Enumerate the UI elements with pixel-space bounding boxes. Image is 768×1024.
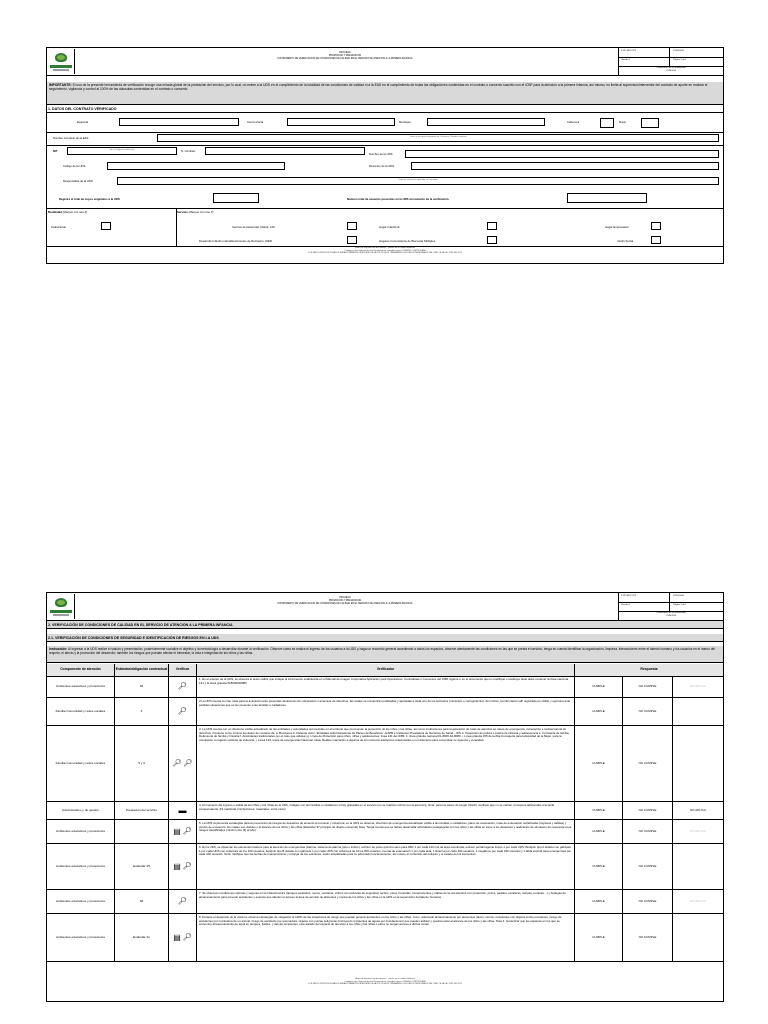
col-componente: Componente de atención [47, 664, 115, 676]
estandar-cell: Prestación del servicio [115, 802, 169, 819]
page2-footer [47, 978, 723, 986]
header-title-line: INSTRUMENTO DE VERIFICACION DE CONDICIONES DE CALIDAD EN EL SERVICIO DE ATENCION A LA PRIMERA INFANCIA [277, 603, 413, 606]
doc-classification [619, 612, 723, 618]
responsable-uds-field[interactable] [117, 177, 719, 185]
response-no-aplica[interactable] [673, 726, 723, 801]
doc-page: Página 1 de 1 [673, 604, 687, 606]
footer-line: Cualquier copia impresa de este documento se considera como COPIA NO CONTROLADA [344, 249, 426, 252]
hogar-infantil-label: Hogar Infantil-HI [379, 225, 400, 229]
componente-cell: Ambientes educativos y protectores [47, 820, 115, 843]
nit-field[interactable] [67, 147, 177, 155]
componente-cell: Ambientes educativos y protectores [47, 890, 115, 913]
section2-title: 2. VERIFICACIÓN DE CONDICIONES DE CALIDAD EN EL SERVICIO DE ATENCION A LA PRIMERA INFANCIA [47, 621, 723, 629]
direccion-uds-label: Dirección de la UDS [369, 164, 395, 168]
servicio-hint: (Marque con una X) [188, 210, 214, 214]
magnifier-icon: 🔎︎ [182, 934, 192, 941]
hogares-comunitarios-checkbox[interactable] [487, 236, 497, 244]
response-cumple[interactable]: CUMPLE [575, 698, 623, 725]
response-no-aplica[interactable]: NO APLICA [690, 807, 706, 812]
codigo-uds-label: Código de la UDS [63, 164, 86, 168]
nombre-uds-field[interactable] [405, 150, 719, 158]
cabecera-checkbox[interactable] [600, 118, 614, 128]
componente-cell: Administrativo y de gestión [47, 802, 115, 819]
document-icon: ▤ [173, 933, 181, 942]
instruction-text: Al ingresar a la UDS realice el saludo y presentación, posteriormente socialice el objetivo y la metodología a desarrollar durante la verificación. Observe cómo se realiza el ingreso de los usuarios a la UDS y haga un recorrido general accediendo a todos los espacios, observe atentamente las condiciones en las que se presta el servicio, tenga en cuenta identificar la organización, limpieza, interacciones entre el talento humano y los usuarios en el marco del respeto, el afecto y la promoción del desarrollo; también los riesgos que puedan afectar el bienestar, la vida e integridad de los niños y las niñas. [49, 647, 716, 656]
instruction-label: Instrucción: [49, 647, 68, 651]
document-icon: ▤ [173, 862, 181, 871]
response-no-aplica[interactable]: NO APLICA [690, 828, 706, 833]
response-cumple[interactable]: CUMPLE [575, 820, 623, 843]
classification-label: Clasificación de la Información [656, 612, 686, 614]
table-row [47, 676, 723, 698]
modalidad-hint: (Marque con una X) [62, 210, 88, 214]
section1-title: 1. DATOS DEL CONTRATO VERIFICADO [47, 106, 723, 113]
usuarios-label: Número total de usuarios presentes en la UDS al momento de la verificación. [347, 197, 450, 201]
table-row [47, 844, 723, 890]
col-verificador: Verificador [197, 664, 575, 676]
verificador-cell: 1. En el exterior de la UDS, se observa el aviso visible que indique la información establecida en el Manual de Imagen Corporativa Aplicación para Operadores, Contratistas o Convenios del ICBF vigente o en el documento que lo modifique o sustituya. Este debe contener la línea nacional 141 y la línea gratuita 018000918080 [197, 676, 575, 697]
people-icon: ▬ [178, 806, 187, 815]
footer-line: ¡Antes de imprimir este documento… piense en su medio ambiente! [354, 978, 416, 980]
estandar-cell [115, 820, 169, 843]
magnifier-icon: 🔎︎ [182, 828, 192, 835]
header-title-line: INSTRUMENTO DE VERIFICACION DE CONDICIONES DE CALIDAD EN EL SERVICIO DE ATENCION A LA PRIMERA INFANCIA [277, 58, 413, 61]
responsable-hint: Como se encuentra registrado en Cuéntame [398, 179, 438, 181]
doc-date: 12/05/2020 [673, 50, 684, 52]
municipio-label: Municipio [399, 120, 411, 124]
response-no-aplica[interactable]: NO APLICA [690, 683, 706, 688]
classification-value: PÚBLICA [666, 69, 676, 72]
doc-date: 12/05/2020 [673, 595, 684, 597]
dier-label: Desarrollo Infantil en Establecimientos de Reclusión- DIER [199, 239, 272, 243]
response-no-cumple[interactable]: NO CUMPLE [623, 914, 673, 961]
modalidad-heading [48, 210, 87, 214]
municipio-field[interactable] [427, 118, 545, 126]
verificar-cell [169, 676, 197, 697]
verificar-cell [169, 726, 197, 801]
response-cumple[interactable]: CUMPLE [575, 726, 623, 801]
form-header [47, 593, 723, 621]
componente-cell: Familia Comunidad y redes sociales [47, 726, 115, 801]
nombre-eas-label: Nombre completo de la EAS: [53, 136, 90, 140]
response-no-cumple[interactable]: NO CUMPLE [623, 676, 673, 697]
response-cumple[interactable]: CUMPLE [575, 914, 623, 961]
doc-version: Versión 1 [621, 604, 631, 606]
response-cumple[interactable]: CUMPLE [575, 890, 623, 913]
regional-label: Regional [77, 120, 89, 124]
magnifier-icon: 🔎︎ [182, 863, 192, 870]
verificador-cell: 5. La UDS implementa estrategias para la prevención de riesgos de desastres de acuerdo al contexto y cobertura; en la UDS se observa: directorio de emergencia actualizado visible a las familias o cuidadores, plano de evacuación, rutas de evacuación señalizadas (ingresos y salidas) y puntos de encuentro, los cuales son visibles y al alcance de los niños y las niñas (Estándar 37 principio de diseño universal) Nota: Tenga cuenta que se deben desarrollar actividades pedagógicas con los niños y las niñas en torno a los desastres y realización de simulacro de respuesta a los riesgos identificados (mínimo dos (2) al año). [197, 820, 575, 843]
classification-value: PÚBLICA [666, 614, 676, 617]
verificador-cell: 4. Al momento del ingreso o salida de los niños y las niñas de la UDS, indague con las familias o cuidadores si hay gratuidad en el servicio (no se realizan cobros por la atención). Nota: para los casos de Hogar Infantil, verifique que no se cobren conceptos adicionales a la tarifa compensatoria. (Ni matrícula, inscripciones, materiales, entre otros) [197, 802, 575, 819]
estandar-cell: 46 [115, 676, 169, 697]
nombre-uds-label: Nombre de la UDS [369, 152, 393, 156]
estandar-cell: Estándar 41 [115, 914, 169, 961]
estandar-cell: 3 y 4 [115, 726, 169, 801]
document-icon: ▤ [173, 827, 181, 836]
icbf-logo [48, 594, 75, 619]
footer-line: LOS DATOS PROPORCIONADOS SERÁN TRATADOS DE ACUERDO A LA POLÍTICA DE TRATAMIENTO DE DATOS PERSONALES DEL ICBF Y A LA LEY 1581 DE 2012 [308, 983, 462, 986]
header-meta [618, 48, 723, 75]
response-no-cumple[interactable]: NO CUMPLE [623, 802, 673, 819]
doc-version: Versión 1 [621, 59, 631, 61]
componente-cell: Familia Comunidad y redes sociales [47, 698, 115, 725]
hogar-infantil-checkbox[interactable] [487, 222, 497, 230]
jardin-social-label: Jardín Social [617, 239, 634, 243]
col-respuesta: Respuesta [640, 667, 658, 672]
important-text: El uso de la presente herramienta de verificación recoge una mirada global de la prestación del servicio, por lo cual, no exime a la UDS en el cumplimiento de la totalidad de las condiciones de calidad ni a la EAS en el cumplimiento de todas las obligaciones contenidas en el contrato o convenio suscrito con el ICBF para la atención a la primera infancia, así mismo, no limita al supervisor/interventor del contrato de aporte en realizar el seguimiento, vigilancia y control al 100% de las cláusulas contenidas en el contrato o convenio. [49, 83, 708, 92]
response-no-cumple[interactable]: NO CUMPLE [623, 820, 673, 843]
doc-code: F-PP-MO12.PP [621, 595, 637, 597]
magnifier-icon: 🔎︎ [178, 708, 187, 715]
doc-page: Página 1 de 1 [673, 59, 687, 61]
verificador-cell: 7. Se observan condiciones óptimas y seguras en la infraestructura (tanques sanitarios, muros, ventanas, vidrios con películas de seguridad, techos, pisos, barandas, tomacorrientes y cables de la red eléctrica con protección, pozos, pasillos, escaleras, rampas, terrazas…) y bodegas de almacenamiento para prevenir accidentes y eventos que afecten el acceso al área de servicio de alimentos y cocina de los niños y las niñas en la UDS en la supervisión del talento humano). [197, 890, 575, 913]
form-page-2 [46, 592, 724, 1002]
form-header [47, 48, 723, 76]
column-divider [176, 208, 177, 246]
important-label: IMPORTANTE: [49, 83, 72, 87]
table-row [47, 698, 723, 726]
rural-checkbox[interactable] [641, 118, 659, 128]
col-verificar: Verificar [169, 664, 197, 676]
page1-footer [47, 247, 723, 255]
footer-line: LOS DATOS PROPORCIONADOS SERÁN TRATADOS DE ACUERDO A LA POLÍTICA DE TRATAMIENTO DE DATOS PERSONALES DEL ICBF Y A LA LEY 1581 DE 2012 [308, 252, 462, 255]
componente-cell: Ambientes educativos y protectores [47, 914, 115, 961]
verificar-cell [169, 802, 197, 819]
verificar-cell [169, 890, 197, 913]
verificador-cell: 8. Durante el desarrollo de la visita se observa estrategias de mitigación al 100% de las situaciones de riesgo que puedan generar accidentes en los niños y las niñas, como: adecuado almacenamiento por elementos (lazos, cercos, recipientes con objetos cortos punzantes, riesgo de accidentes por mordedura de un animal, riesgo de accidente por quemadura, objetos con puntas peligrosas (incluyendo recipientes de aguas por inundaciones) que pueden asfixiar y puedan estar al alcance de los niños y las niñas. Nota 1: Garantizar que los espacios en los que se encuentre almacenamiento de agua en tanques, baldes, y demás recipientes, este aislado del espacio de atención a los niños y las niñas o estos no tengan acceso a dichas zonas. [197, 914, 575, 961]
response-no-cumple[interactable]: NO CUMPLE [623, 726, 673, 801]
cupos-label: Registre el total de cupos asignados a la UDS [59, 197, 120, 201]
response-cumple[interactable]: CUMPLE [575, 802, 623, 819]
footer-line: Cualquier copia impresa de este documento se considera como COPIA NO CONTROLADA [344, 980, 426, 983]
table-row [47, 914, 723, 962]
nombre-eas-hint: Como se encuentra registrado en Cuéntame - Nombre completo [409, 136, 467, 138]
cupos-field[interactable] [213, 193, 259, 203]
response-no-aplica[interactable] [673, 698, 723, 725]
response-no-aplica[interactable] [673, 844, 723, 889]
verificador-cell: 3. La UDS cuenta con un directorio visible actualizado de las entidades y autoridades reconocidas en el territorio que promuevan la protección de los niños y las niñas, así como instituciones para la activación de rutas de atención en casos de emergencia, vulneración e inobservancia de derechos. Contiene como mínimo los datos de contacto de: a. Bomberos b. Defensa civil c. Entidades Administradoras de Planes de Beneficios - EAPB e Institución Prestadora de Servicios de Salud – IPS d. Inspección de policía o policía de infancia y adolescencia e. Comisaría de familia, Defensoría de familia y Fiscalía f. Autoridades tradicionales (en el caso que aplique) g. Línea de Protección para niños, niñas y adolescentes: línea 141 del ICBF. 1. línea gratuita nacional 01-8000-91-8080. i. Línea gratuita 155 de la Alta Consejería para la Equidad de la Mujer, para la orientación a mujeres víctimas de violencia. j. Línea 123, única de emergencias Nacional. Nota: Realice marcación a algunos de los números telefónicos relacionados en el directorio para comprobar su vigencia y veracidad. [197, 726, 575, 801]
centro-zonal-label: Centro Zonal [247, 120, 264, 124]
response-no-cumple[interactable]: NO CUMPLE [623, 698, 673, 725]
divider [47, 145, 723, 146]
rural-label: Rural [619, 120, 626, 124]
verificar-cell [169, 820, 197, 843]
important-notice [47, 82, 723, 105]
hogar-empresarial-checkbox[interactable] [651, 222, 661, 230]
divider [47, 208, 723, 209]
estandar-cell: 3 [115, 698, 169, 725]
n-contrato-field[interactable] [205, 147, 365, 155]
jardin-social-checkbox[interactable] [651, 236, 661, 244]
table-row [47, 802, 723, 820]
nit-label: NIT [53, 149, 58, 153]
divider [47, 132, 723, 133]
componente-cell: Ambientes educativos y protectores [47, 676, 115, 697]
institucional-label: Institucional [51, 225, 66, 229]
verificar-cell [169, 698, 197, 725]
instruction-box [47, 646, 723, 663]
header-title [75, 52, 615, 62]
header-meta [618, 593, 723, 620]
response-no-aplica[interactable] [673, 914, 723, 961]
centro-zonal-field[interactable] [287, 118, 395, 126]
header-title [75, 597, 615, 607]
componente-cell: Ambientes educativos y protectores [47, 844, 115, 889]
verificar-cell [169, 914, 197, 961]
form-page-1 [46, 47, 724, 264]
dier-checkbox[interactable] [347, 236, 357, 244]
verification-table [47, 664, 723, 976]
header-title-line: PROMOCION Y PREVENCION [328, 600, 362, 603]
nombre-eas-field[interactable] [157, 134, 719, 142]
estandar-cell: 38 [115, 890, 169, 913]
response-no-aplica[interactable]: NO APLICA [690, 898, 706, 903]
magnifier-icon: 🔎︎ [183, 760, 193, 767]
icbf-logo [48, 49, 75, 74]
n-contrato-label: N. Contrato [181, 149, 196, 153]
nit-hint: Sin el código de verificación [109, 149, 135, 151]
response-no-cumple[interactable]: NO CUMPLE [623, 890, 673, 913]
doc-classification [619, 67, 723, 73]
table-row [47, 890, 723, 914]
hogares-comunitarios-label: Hogares Comunitarios de Bienestar Múltiples [379, 239, 436, 243]
table-row [47, 726, 723, 802]
responsable-uds-label: Responsable de la UDS [63, 179, 93, 183]
modalidad-label: Modalidad [48, 210, 62, 214]
regional-field[interactable] [119, 118, 239, 126]
header-title-line: PROMOCION Y PREVENCION [328, 55, 362, 58]
cabecera-label: Cabecera [567, 120, 580, 124]
table-row [47, 820, 723, 844]
response-cumple[interactable]: CUMPLE [575, 844, 623, 889]
servicio-heading [177, 210, 213, 214]
section21-title: 2.1. VERIFICACIÓN DE CONDICIONES DE SEGURIDAD E IDENTIFICACIÓN DE RIESGOS EN LA UDS [47, 634, 723, 642]
response-no-cumple[interactable]: NO CUMPLE [623, 844, 673, 889]
institucional-checkbox[interactable] [101, 222, 111, 230]
verificar-cell [169, 844, 197, 889]
header-title-line: PROCESO [339, 597, 351, 599]
cdi-label: Centros de Desarrollo Infantil- CDI [232, 225, 275, 229]
usuarios-field[interactable] [567, 193, 647, 203]
magnifier-icon: 🔎︎ [178, 898, 187, 905]
cdi-checkbox[interactable] [347, 222, 357, 230]
verificador-cell: 2.La UDS cuenta con las rutas para la activación ante presuntas situaciones de vulneración o amenaza de derechos, las cuales se encuentran publicadas y ajustadas a cada uno de los territorios (municipio o corregimiento). Así mismo, la información allí registrada es visible y oportuna ante posibles situaciones que se les presente a las familias o cuidadores. [197, 698, 575, 725]
hogar-empresarial-label: Hogar Empresarial [605, 225, 629, 229]
codigo-uds-field[interactable] [107, 162, 285, 170]
col-estandar: Estándar/obligación contractual [115, 664, 169, 676]
response-cumple[interactable]: CUMPLE [575, 676, 623, 697]
header-title-line: PROCESO [339, 52, 351, 54]
verificador-cell: 6. En la UDS, se observan los elementos básicos para la atención de emergencias (Alarma, sistema de alarma (pito o timbre), extintor de polvo químico seco para ABC 1 por cada 140 mts de área construida; extintor portátil agente limpio 1 por cada UDS; Botiquín tipo A dotado con gabinete 1 por cada UDS con cobertura de 0 a 100 usuarios; botiquín tipo B dotado con gabinete 1 por cada UDS con cobertura de 101 a 300 usuarios, cuerda de evacuación 1 por cada aula, 1 linterna por cada 100 usuarios, 1 megáfono por cada 190 usuarios y 1 tabla espinal para emergencias por cada 100 usuarios. Nota: Verifique que las fechas de mantenimiento y recarga de los extintores, estén actualizadas para su adecuado funcionamiento, así mismo el contenido del botiquín y el estado de los elementos. [197, 844, 575, 889]
footer-line: ¡Antes de imprimir este documento… piense en su medio ambiente! [354, 247, 416, 249]
magnifier-icon: 🔎︎ [178, 683, 187, 690]
magnifier-icon: 🔎︎ [172, 760, 182, 767]
estandar-cell: Estándar 45 [115, 844, 169, 889]
servicio-label: Servicio [177, 210, 188, 214]
doc-code: F-PP-MO12.PP [621, 50, 637, 52]
classification-label: Clasificación de la Información [656, 67, 686, 69]
direccion-uds-field[interactable] [411, 162, 719, 170]
